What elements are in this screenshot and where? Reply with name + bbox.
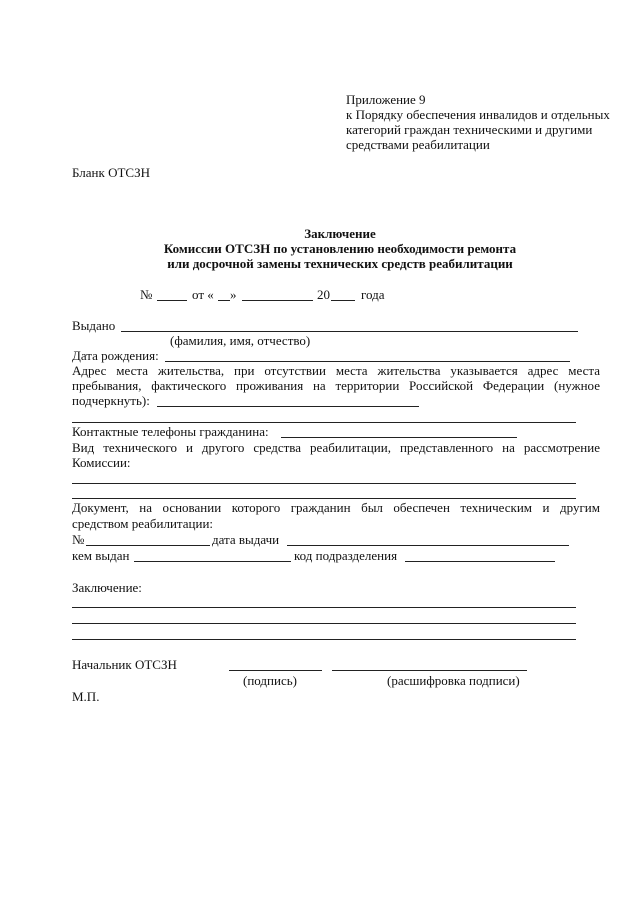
birth-label: Дата рождения: <box>72 348 159 363</box>
from-label: от « <box>192 287 214 302</box>
title-line-1: Заключение <box>304 226 376 241</box>
head-title: Начальник ОТСЗН <box>72 657 177 672</box>
from-close-quote: » <box>230 287 237 302</box>
address-field-1[interactable] <box>157 406 419 407</box>
conclusion-field-2[interactable] <box>72 623 576 624</box>
document-number-sign: № <box>72 532 85 547</box>
document-line-2: средством реабилитации: <box>72 516 214 531</box>
conclusion-field-1[interactable] <box>72 607 576 608</box>
number-blank[interactable] <box>157 300 187 301</box>
document-division-code-label: код подразделения <box>294 548 398 563</box>
signature-field[interactable] <box>229 670 322 671</box>
blank-label: Бланк ОТСЗН <box>72 165 150 180</box>
title-line-2: Комиссии ОТСЗН по установлению необходимости ремонта <box>163 241 517 256</box>
address-line-3: подчеркнуть): <box>72 393 150 408</box>
conclusion-field-3[interactable] <box>72 639 576 640</box>
year-suffix: года <box>361 287 385 302</box>
address-line-1: Адрес места жительства, при отсутствии места жительства указывается адрес места <box>72 363 600 378</box>
document-number-field[interactable] <box>86 545 210 546</box>
device-field-1[interactable] <box>72 483 576 484</box>
document-division-code-field[interactable] <box>405 561 555 562</box>
device-field-2[interactable] <box>72 498 576 499</box>
birth-date-field[interactable] <box>165 361 570 362</box>
issued-label: Выдано <box>72 318 116 333</box>
device-line-1: Вид технического и другого средства реабилитации, представленного на рассмотрение <box>72 440 600 455</box>
appendix-line-4: средствами реабилитации <box>346 137 490 152</box>
document-line-1: Документ, на основании которого гражданин был обеспечен техническим и другим <box>72 500 600 515</box>
document-issue-date-label: дата выдачи <box>212 532 280 547</box>
stamp-label: М.П. <box>72 689 100 704</box>
document-issued-by-label: кем выдан <box>72 548 130 563</box>
appendix-line-1: Приложение 9 <box>346 92 426 107</box>
phones-field[interactable] <box>281 437 517 438</box>
number-sign: № <box>140 287 153 302</box>
address-field-2[interactable] <box>72 422 576 423</box>
year-blank[interactable] <box>331 300 355 301</box>
day-blank[interactable] <box>218 300 230 301</box>
year-prefix: 20 <box>317 287 330 302</box>
appendix-line-3: категорий граждан техническими и другими <box>346 122 593 137</box>
issued-fio-field[interactable] <box>121 331 578 332</box>
document-issued-by-field[interactable] <box>134 561 291 562</box>
signature-decode-field[interactable] <box>332 670 527 671</box>
appendix-line-2: к Порядку обеспечения инвалидов и отдельных <box>346 107 610 122</box>
month-blank[interactable] <box>242 300 313 301</box>
address-line-2: пребывания, фактического проживания на территории Российской Федерации (нужное <box>72 378 600 393</box>
phones-label: Контактные телефоны гражданина: <box>72 424 269 439</box>
conclusion-label: Заключение: <box>72 580 142 595</box>
document-issue-date-field[interactable] <box>287 545 569 546</box>
title-line-3: или досрочной замены технических средств реабилитации <box>167 256 513 271</box>
signature-decode-hint: (расшифровка подписи) <box>387 673 520 688</box>
issued-fio-hint: (фамилия, имя, отчество) <box>170 333 311 348</box>
signature-hint: (подпись) <box>243 673 297 688</box>
device-line-2: Комиссии: <box>72 455 131 470</box>
